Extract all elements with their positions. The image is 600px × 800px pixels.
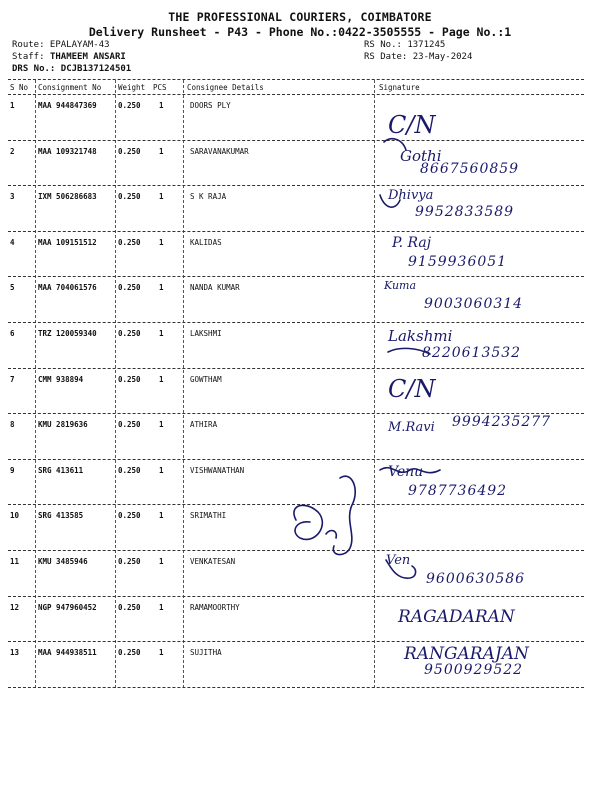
column-header-consignee: Consignee Details xyxy=(187,83,264,92)
signature-name: Venu xyxy=(388,463,424,480)
row-consignment-no: IXM 506286683 xyxy=(38,192,97,202)
row-pcs: 1 xyxy=(159,465,164,475)
row-pcs: 1 xyxy=(159,511,164,521)
row-sno: 6 xyxy=(10,329,15,338)
row-sno: 13 xyxy=(10,648,20,658)
company-title: THE PROFESSIONAL COURIERS, COIMBATORE xyxy=(168,10,432,24)
row-weight: 0.250 xyxy=(118,237,141,247)
signature-name: Dhivya xyxy=(388,188,434,204)
row-consignment-no: MAA 704061576 xyxy=(38,283,97,293)
staff-name: THAMEEM ANSARI xyxy=(49,52,126,62)
rs-number: RS No.: 1371245 xyxy=(364,40,446,50)
row-consignment-no: SRG 413611 xyxy=(38,465,84,475)
column-header-consignment: Consignment No xyxy=(38,83,102,92)
signature-name: Kuma xyxy=(384,279,417,293)
column-header-signature: Signature xyxy=(379,83,420,92)
row-sno: 2 xyxy=(10,146,15,156)
row-sno: 9 xyxy=(10,465,15,475)
row-pcs: 1 xyxy=(159,329,164,338)
row-sno: 10 xyxy=(10,511,20,521)
row-consignee: VENKATESAN xyxy=(190,557,236,566)
row-sno: 3 xyxy=(10,192,15,202)
row-pcs: 1 xyxy=(159,283,164,293)
column-header-weight: Weight xyxy=(118,83,146,92)
row-consignee: DOORS PLY xyxy=(190,101,231,110)
column-header-sno: S No xyxy=(10,83,29,92)
signature-phone: 9003060314 xyxy=(424,296,524,313)
staff-label: Staff: xyxy=(12,52,45,62)
signature-name: C/N xyxy=(388,111,436,139)
row-consignment-no: NGP 947960452 xyxy=(38,602,97,612)
row-weight: 0.250 xyxy=(118,420,141,430)
row-consignment-no: MAA 109151512 xyxy=(38,237,97,247)
rs-date: RS Date: 23-May-2024 xyxy=(364,52,473,62)
row-consignee: KALIDAS xyxy=(190,237,222,247)
row-sno: 8 xyxy=(10,420,15,430)
row-consignment-no: MAA 109321748 xyxy=(38,146,97,156)
row-pcs: 1 xyxy=(159,420,164,430)
row-consignment-no: SRG 413585 xyxy=(38,511,84,521)
row-pcs: 1 xyxy=(159,557,164,566)
row-consignee: SUJITHA xyxy=(190,648,222,658)
signature-phone: 9994235277 xyxy=(452,414,552,431)
row-pcs: 1 xyxy=(159,648,164,658)
signature-name: RAGADARAN xyxy=(398,606,515,627)
signature-name: Lakshmi xyxy=(388,327,453,345)
row-pcs: 1 xyxy=(159,602,164,612)
row-consignment-no: TRZ 120059340 xyxy=(38,329,97,338)
drs-label: DRS No.: xyxy=(12,64,56,74)
row-sno: 7 xyxy=(10,374,15,384)
row-sno: 12 xyxy=(10,602,20,612)
row-consignment-no: KMU 2819636 xyxy=(38,420,88,430)
row-consignee: RAMAMOORTHY xyxy=(190,602,240,612)
signature-phone: 9952833589 xyxy=(415,204,515,221)
row-sno: 5 xyxy=(10,283,15,293)
row-consignment-no: CMM 938894 xyxy=(38,374,84,384)
signature-phone: 8667560859 xyxy=(420,160,520,177)
row-weight: 0.250 xyxy=(118,648,141,658)
row-pcs: 1 xyxy=(159,192,164,202)
signature-name: Gothi xyxy=(400,146,442,165)
row-weight: 0.250 xyxy=(118,329,141,338)
row-weight: 0.250 xyxy=(118,557,141,566)
row-sno: 11 xyxy=(10,557,20,566)
signature-name: M.Ravi xyxy=(388,420,435,436)
row-weight: 0.250 xyxy=(118,465,141,475)
column-header-pcs: PCS xyxy=(153,83,167,92)
row-weight: 0.250 xyxy=(118,602,141,612)
row-consignee: LAKSHMI xyxy=(190,329,222,338)
row-pcs: 1 xyxy=(159,374,164,384)
row-consignee: VISHWANATHAN xyxy=(190,465,245,475)
row-consignee: NANDA KUMAR xyxy=(190,283,240,293)
signature-phone: 9159936051 xyxy=(408,253,508,270)
row-pcs: 1 xyxy=(159,101,164,110)
row-weight: 0.250 xyxy=(118,101,141,110)
row-pcs: 1 xyxy=(159,146,164,156)
row-sno: 1 xyxy=(10,101,15,110)
row-sno: 4 xyxy=(10,237,15,247)
row-weight: 0.250 xyxy=(118,283,141,293)
route-text: Route: EPALAYAM-43 xyxy=(12,40,110,50)
row-consignment-no: MAA 944847369 xyxy=(38,101,97,110)
signature-phone: 9600630586 xyxy=(426,571,526,587)
runsheet-subtitle: Delivery Runsheet - P43 - Phone No.:0422-3505555 - Page No.:1 xyxy=(88,25,512,39)
signature-name: Ven xyxy=(386,553,411,568)
signature-phone: 8220613532 xyxy=(422,345,522,361)
row-weight: 0.250 xyxy=(118,146,141,156)
signature-phone: 9787736492 xyxy=(408,482,508,499)
row-weight: 0.250 xyxy=(118,192,141,202)
row-pcs: 1 xyxy=(159,237,164,247)
signature-name: C/N xyxy=(388,374,436,403)
row-consignment-no: MAA 944938511 xyxy=(38,648,97,658)
signature-name: P. Raj xyxy=(392,234,432,251)
signature-phone: 9500929522 xyxy=(424,662,524,679)
drs-value: DCJB137124501 xyxy=(60,64,132,74)
row-consignee: SARAVANAKUMAR xyxy=(190,146,249,156)
row-consignment-no: KMU 3485946 xyxy=(38,557,88,566)
row-consignee: GOWTHAM xyxy=(190,374,222,384)
row-weight: 0.250 xyxy=(118,511,141,521)
row-consignee: S K RAJA xyxy=(190,192,227,202)
row-consignee: SRIMATHI xyxy=(190,511,227,521)
row-weight: 0.250 xyxy=(118,374,141,384)
signature-name: RANGARAJAN xyxy=(404,644,529,665)
row-consignee: ATHIRA xyxy=(190,420,218,430)
